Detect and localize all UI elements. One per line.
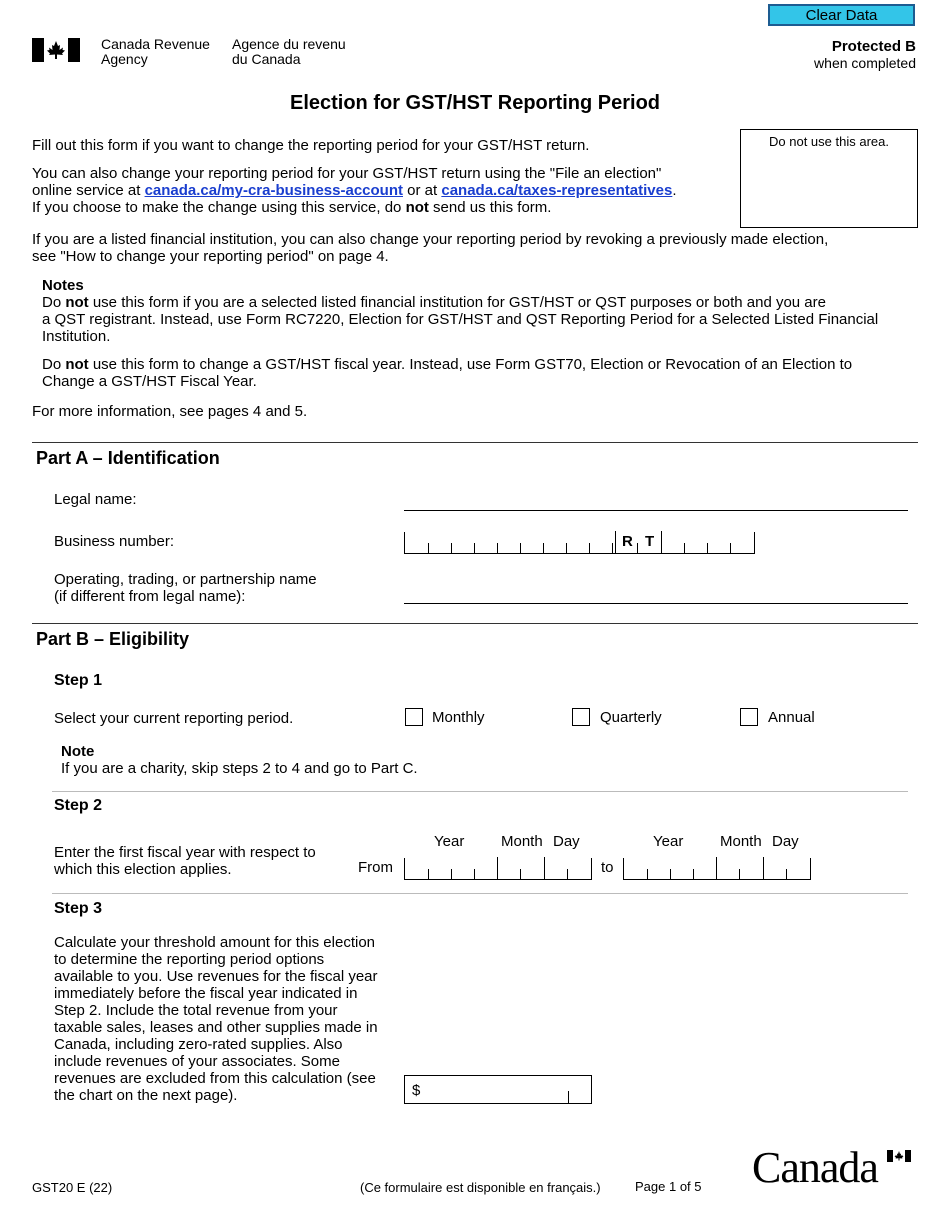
- step-1-title: Step 1: [54, 672, 103, 689]
- part-a-title: Part A – Identification: [36, 448, 220, 468]
- step-3-text: Calculate your threshold amount for this election to determine the reporting period options available to you. Use revenues for the fiscal year immediately before the fiscal year indicated in Step 2. Include the total revenue from your taxable sales, leases and other supplies made in Canada, including zero-rated supplies. Also include revenues of your associates. Some revenues are excluded from this calculation (see the chart on the next page).: [54, 934, 378, 1104]
- wordmark-flag-icon: [887, 1150, 911, 1162]
- rt-letter-t: T: [645, 533, 655, 550]
- french-availability: (Ce formulaire est disponible en français.): [360, 1180, 601, 1195]
- agency-name-en: Canada Revenue Agency: [101, 36, 210, 67]
- step-2-title: Step 2: [54, 797, 103, 814]
- part-b-title: Part B – Eligibility: [36, 629, 190, 649]
- annual-checkbox[interactable]: [740, 708, 758, 726]
- from-year-header: Year: [434, 833, 465, 850]
- clear-data-button[interactable]: Clear Data: [768, 4, 915, 26]
- my-cra-business-account-link[interactable]: canada.ca/my-cra-business-account: [144, 182, 403, 199]
- step-1-note: Note If you are a charity, skip steps 2 to 4 and go to Part C.: [61, 743, 418, 777]
- more-info-text: For more information, see pages 4 and 5.: [32, 403, 308, 420]
- to-label: to: [601, 859, 614, 876]
- intro-paragraph-2: You can also change your reporting period for your GST/HST return using the "File an election" online service at canada.ca/my-cra-business-account or at canada.ca/taxes-representatives. If you choose to make the change using this service, do not send us this form.: [32, 165, 677, 216]
- form-code: GST20 E (22): [32, 1180, 113, 1195]
- divider: [32, 623, 918, 624]
- page-number: Page 1 of 5: [635, 1179, 702, 1194]
- protected-label: Protected B when completed: [814, 38, 916, 71]
- operating-name-field[interactable]: [404, 585, 908, 604]
- annual-label: Annual: [768, 709, 815, 726]
- to-date-field[interactable]: [623, 858, 811, 880]
- rt-letter-r: R: [622, 533, 633, 550]
- step-1-label: Select your current reporting period.: [54, 710, 294, 727]
- step-2-label: Enter the first fiscal year with respect to which this election applies.: [54, 844, 316, 878]
- from-date-field[interactable]: [404, 858, 592, 880]
- divider: [52, 893, 908, 894]
- quarterly-label: Quarterly: [600, 709, 662, 726]
- page-title: Election for GST/HST Reporting Period: [289, 92, 661, 114]
- quarterly-checkbox[interactable]: [572, 708, 590, 726]
- intro-paragraph-1: Fill out this form if you want to change the reporting period for your GST/HST return.: [32, 137, 590, 154]
- operating-name-label: Operating, trading, or partnership name (if different from legal name):: [54, 571, 317, 605]
- taxes-representatives-link[interactable]: canada.ca/taxes-representatives: [441, 182, 673, 199]
- dollar-sign: $: [412, 1082, 421, 1099]
- from-month-header: Month: [501, 833, 543, 850]
- business-number-field[interactable]: [404, 532, 755, 554]
- divider: [32, 442, 918, 443]
- legal-name-field[interactable]: [404, 492, 908, 511]
- to-month-header: Month: [720, 833, 762, 850]
- office-use-area: Do not use this area.: [740, 129, 918, 228]
- canada-wordmark: Canada: [752, 1144, 912, 1194]
- agency-name-fr: Agence du revenu du Canada: [232, 36, 346, 67]
- legal-name-label: Legal name:: [54, 491, 137, 508]
- step-3-title: Step 3: [54, 900, 103, 917]
- monthly-label: Monthly: [432, 709, 485, 726]
- intro-paragraph-3: If you are a listed financial institution, you can also change your reporting period by revoking a previously made election, see "How to change your reporting period" on page 4.: [32, 231, 829, 265]
- threshold-amount-field[interactable]: [404, 1075, 592, 1104]
- business-number-label: Business number:: [54, 533, 175, 550]
- from-day-header: Day: [553, 833, 580, 850]
- to-year-header: Year: [653, 833, 684, 850]
- to-day-header: Day: [772, 833, 799, 850]
- from-label: From: [358, 859, 393, 876]
- monthly-checkbox[interactable]: [405, 708, 423, 726]
- divider: [52, 791, 908, 792]
- notes-section: Notes Do not use this form if you are a selected listed financial institution for GST/HST or QST purposes or both and you are a QST registrant. Instead, use Form RC7220, Election for GST/HST and QST Reporting Period for a Selected Listed Financial Institution. Do not use this form to change a GST/HST fiscal year. Instead, use Form GST70, Election or Revocation of an Election to Change a GST/HST Fiscal Year.: [42, 277, 879, 390]
- canada-flag-icon: [32, 38, 80, 62]
